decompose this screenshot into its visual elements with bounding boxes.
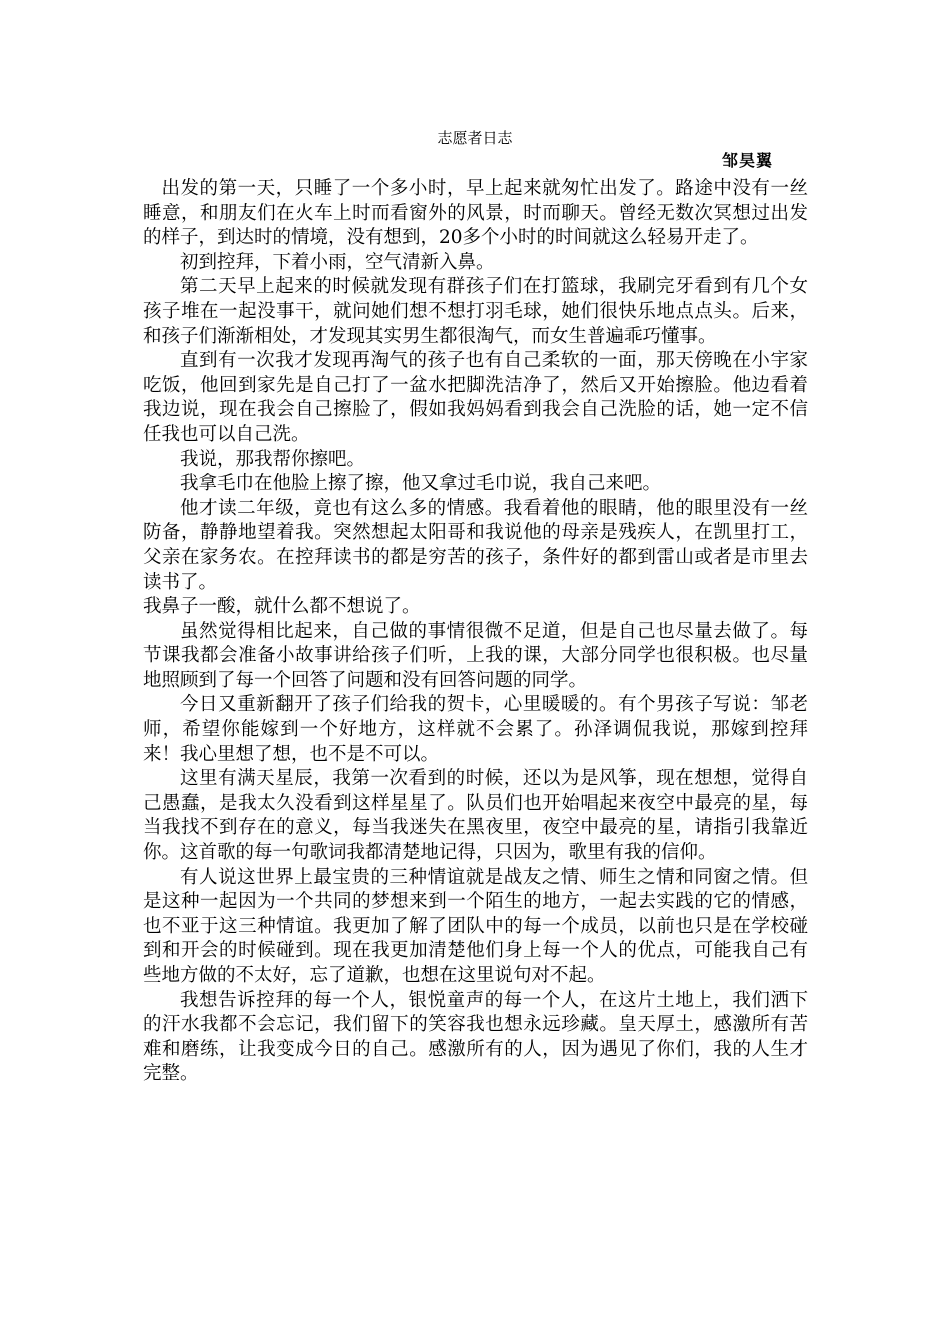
paragraph: 虽然觉得相比起来，自己做的事情很微不足道，但是自己也尽量去做了。每节课我都会准备小故事讲给孩子们听，上我的课，大部分同学也很积极。也尽量地照顾到了每一个回答了问题和没有回答问题的同学。 — [143, 620, 808, 691]
paragraph: 这里有满天星辰，我第一次看到的时候，还以为是风筝，现在想想，觉得自己愚蠢，是我太久没看到这样星星了。队员们也开始唱起来夜空中最亮的星，每当我找不到存在的意义，每当我迷失在黑夜里，夜空中最亮的星，请指引我靠近你。这首歌的每一句歌词我都清楚地记得，只因为，歌里有我的信仰。 — [143, 768, 808, 864]
paragraph: 今日又重新翻开了孩子们给我的贺卡，心里暖暖的。有个男孩子写说：邹老师，希望你能嫁到一个好地方，这样就不会累了。孙泽调侃我说，那嫁到控拜来！我心里想了想，也不是不可以。 — [143, 694, 808, 765]
paragraph: 初到控拜，下着小雨，空气清新入鼻。 — [180, 251, 495, 273]
paragraph: 第二天早上起来的时候就发现有群孩子们在打篮球，我刷完牙看到有几个女孩子堆在一起没事干，就问她们想不想打羽毛球，她们很快乐地点点头。后来，和孩子们渐渐相处，才发现其实男生都很淘气，而女生普遍乖巧懂事。 — [143, 276, 808, 347]
paragraph: 有人说这世界上最宝贵的三种情谊就是战友之情、师生之情和同窗之情。但是这种一起因为一个共同的梦想来到一个陌生的地方，一起去实践的它的情感，也不亚于这三种情谊。我更加了解了团队中的每一个成员，以前也只是在学校碰到和开会的时候碰到。现在我更加清楚他们身上每一个人的优点，可能我自己有些地方做的不太好，忘了道歉，也想在这里说句对不起。 — [143, 866, 808, 986]
document-author: 邹昊翼 — [722, 151, 774, 170]
paragraph: 直到有一次我才发现再淘气的孩子也有自己柔软的一面，那天傍晚在小宇家吃饭，他回到家先是自己打了一盆水把脚洗洁净了，然后又开始擦脸。他边看着我边说，现在我会自己擦脸了，假如我妈妈看到我会自己洗脸的话，她一定不信任我也可以自己洗。 — [143, 350, 808, 445]
document-body — [143, 177, 808, 1087]
paragraph: 出发的第一天，只睡了一个多小时，早上起来就匆忙出发了。路途中没有一丝睡意，和朋友们在火车上时而看窗外的风景，时而聊天。曾经无数次冥想过出发的样子，到达时的情境，没有想到，20多个小时的时间就这么轻易开走了。 — [143, 178, 808, 249]
paragraph: 我鼻子一酸，就什么都不想说了。 — [143, 596, 421, 618]
paragraph: 我拿毛巾在他脸上擦了擦，他又拿过毛巾说，我自己来吧。 — [180, 473, 662, 495]
document-title: 志愿者日志 — [437, 129, 513, 147]
paragraph: 我说，那我帮你擦吧。 — [180, 448, 366, 470]
paragraph: 他才读二年级，竟也有这么多的情感。我看着他的眼睛，他的眼里没有一丝防备，静静地望着我。突然想起太阳哥和我说他的母亲是残疾人，在凯里打工，父亲在家务农。在控拜读书的都是穷苦的孩子，条件好的都到雷山或者是市里去读书了。 — [143, 497, 808, 593]
paragraph: 我想告诉控拜的每一个人，银悦童声的每一个人，在这片土地上，我们洒下的汗水我都不会忘记，我们留下的笑容我也想永远珍藏。皇天厚土，感激所有苦难和磨练，让我变成今日的自己。感激所有的人，因为遇见了你们，我的人生才完整。 — [143, 989, 808, 1085]
